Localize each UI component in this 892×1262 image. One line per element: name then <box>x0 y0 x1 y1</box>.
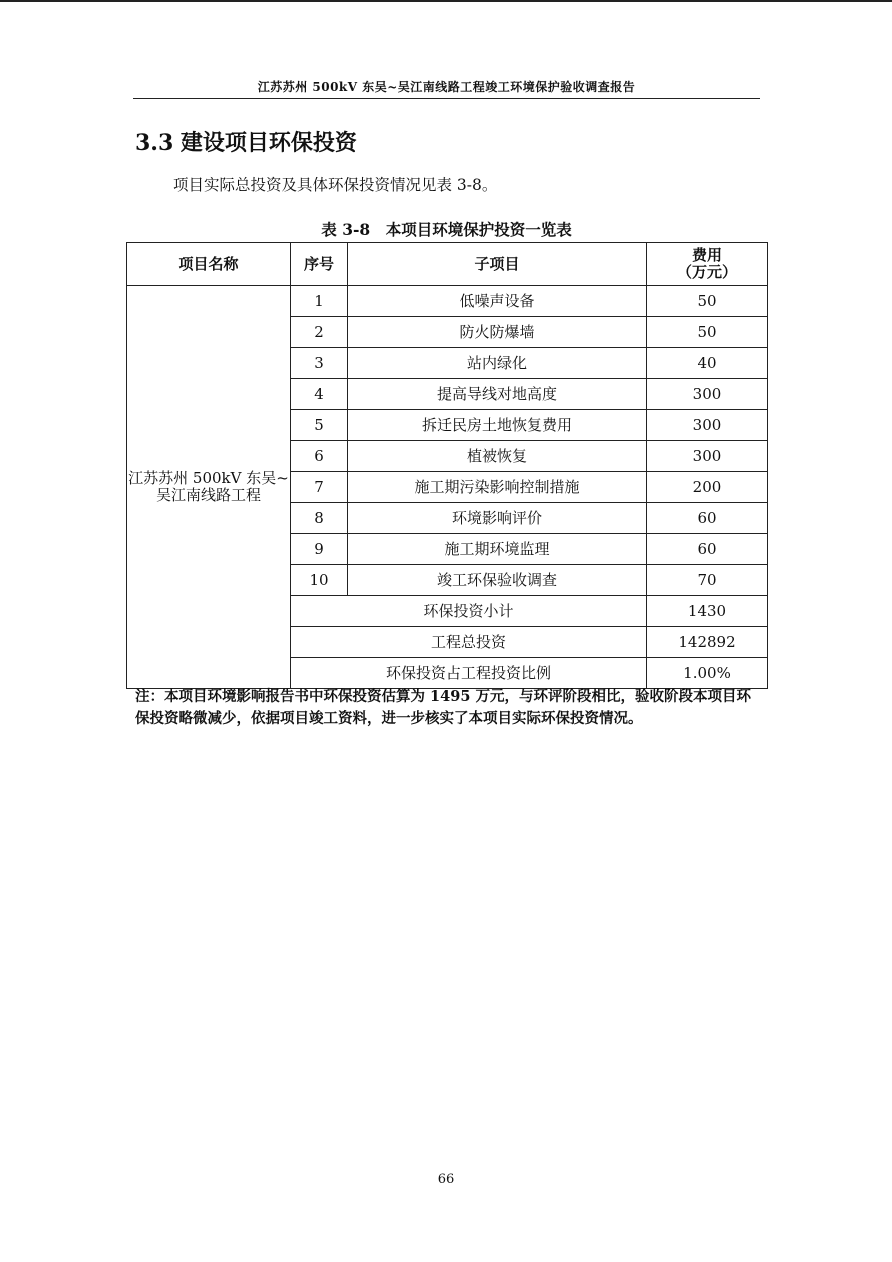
header-project-name: 项目名称 <box>127 243 291 286</box>
page-number: 66 <box>437 1172 455 1187</box>
row-cost: 40 <box>647 348 768 379</box>
row-cost: 60 <box>647 534 768 565</box>
row-item: 植被恢复 <box>348 441 647 472</box>
row-seq: 10 <box>291 565 348 596</box>
header-cost <box>647 243 768 286</box>
row-item: 环境影响评价 <box>348 503 647 534</box>
row-item: 拆迁民房土地恢复费用 <box>348 410 647 441</box>
row-seq: 2 <box>291 317 348 348</box>
row-seq: 5 <box>291 410 348 441</box>
intro-paragraph: 项目实际总投资及具体环保投资情况见表 3-8。 <box>173 176 498 194</box>
row-cost: 300 <box>647 410 768 441</box>
row-item: 施工期环境监理 <box>348 534 647 565</box>
row-item: 防火防爆墙 <box>348 317 647 348</box>
row-cost: 300 <box>647 441 768 472</box>
header-cost-label: 费用 <box>691 246 722 264</box>
summary-label: 工程总投资 <box>291 627 647 658</box>
row-cost: 70 <box>647 565 768 596</box>
row-seq: 6 <box>291 441 348 472</box>
header-rule <box>133 98 760 99</box>
row-item: 施工期污染影响控制措施 <box>348 472 647 503</box>
row-seq: 3 <box>291 348 348 379</box>
row-cost: 50 <box>647 286 768 317</box>
section-heading: 3.3 建设项目环保投资 <box>135 130 357 156</box>
summary-value: 1430 <box>647 596 768 627</box>
row-cost: 60 <box>647 503 768 534</box>
row-cost: 200 <box>647 472 768 503</box>
table-caption: 表 3-8 本项目环境保护投资一览表 <box>321 220 572 239</box>
row-seq: 4 <box>291 379 348 410</box>
header-sub-item: 子项目 <box>348 243 647 286</box>
row-cost: 300 <box>647 379 768 410</box>
row-seq: 9 <box>291 534 348 565</box>
table-note: 注：本项目环境影响报告书中环保投资估算为 1495 万元，与环评阶段相比，验收阶段本项目环保投资略微减少，依据项目竣工资料，进一步核实了本项目实际环保投资情况。 <box>135 688 751 727</box>
row-seq: 7 <box>291 472 348 503</box>
row-seq: 8 <box>291 503 348 534</box>
investment-table <box>126 242 768 689</box>
table-header-row <box>127 243 768 286</box>
row-seq: 1 <box>291 286 348 317</box>
summary-label: 环保投资小计 <box>291 596 647 627</box>
header-cost-unit: （万元） <box>676 263 737 281</box>
summary-value: 1.00% <box>647 658 768 689</box>
row-item: 提高导线对地高度 <box>348 379 647 410</box>
row-cost: 50 <box>647 317 768 348</box>
project-name-cell: 江苏苏州 500kV 东吴~吴江南线路工程 <box>127 286 291 689</box>
row-item: 站内绿化 <box>348 348 647 379</box>
summary-value: 142892 <box>647 627 768 658</box>
summary-label: 环保投资占工程投资比例 <box>291 658 647 689</box>
header-seq: 序号 <box>291 243 348 286</box>
running-header: 江苏苏州 500kV 东吴~吴江南线路工程竣工环境保护验收调查报告 <box>257 80 636 94</box>
page-top-border <box>0 0 892 2</box>
table-row <box>127 286 768 317</box>
row-item: 低噪声设备 <box>348 286 647 317</box>
row-item: 竣工环保验收调查 <box>348 565 647 596</box>
